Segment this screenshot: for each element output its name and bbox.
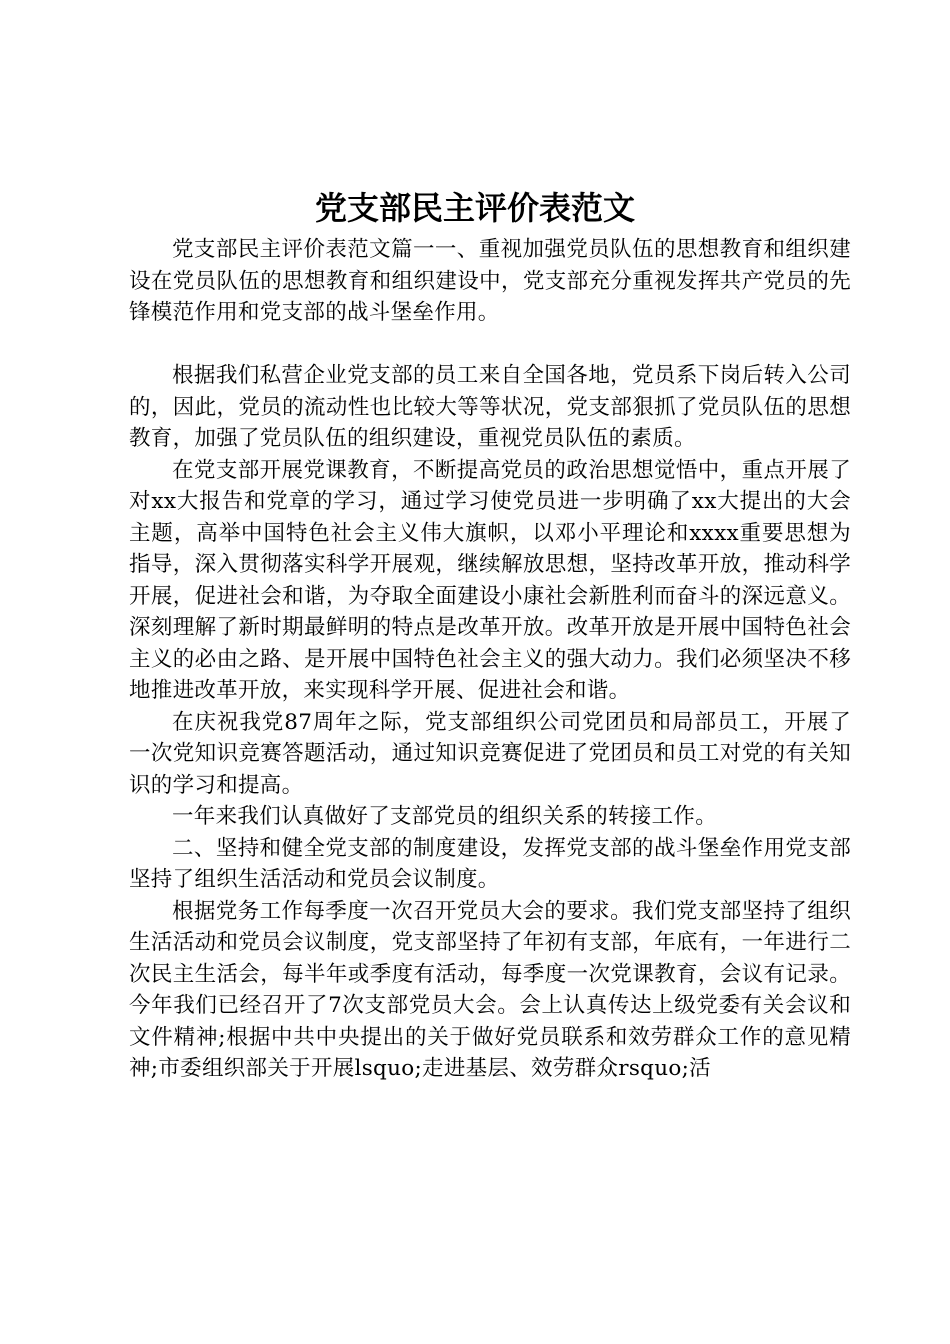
paragraph-6: 二、坚持和健全党支部的制度建设，发挥党支部的战斗堡垒作用党支部坚持了组织生活活动和党员会议制度。 xyxy=(129,835,851,892)
paragraph-3: 在党支部开展党课教育，不断提高党员的政治思想觉悟中，重点开展了对xx大报告和党章的学习，通过学习使党员进一步明确了xx大提出的大会主题，高举中国特色社会主义伟大旗帜，以邓小平理论和xxxx重要思想为指导，深入贯彻落实科学开展观，继续解放思想，坚持改革开放，推动科学开展，促进社会和谐，为夺取全面建设小康社会新胜利而奋斗的深远意义。深刻理解了新时期最鲜明的特点是改革开放。改革开放是开展中国特色社会主义的必由之路、是开展中国特色社会主义的强大动力。我们必须坚决不移地推进改革开放，来实现科学开展、促进社会和谐。 xyxy=(129,457,851,703)
paragraph-2: 根据我们私营企业党支部的员工来自全国各地，党员系下岗后转入公司的，因此，党员的流动性也比较大等等状况，党支部狠抓了党员队伍的思想教育，加强了党员队伍的组织建设，重视党员队伍的素质。 xyxy=(129,363,851,451)
paragraph-7: 根据党务工作每季度一次召开党员大会的要求。我们党支部坚持了组织生活活动和党员会议制度，党支部坚持了年初有支部，年底有，一年进行二次民主生活会，每半年或季度有活动，每季度一次党课教育，会议有记录。今年我们已经召开了7次支部党员大会。会上认真传达上级党委有关会议和文件精神;根据中共中央提出的关于做好党员联系和效劳群众工作的意见精神;市委组织部关于开展lsquo;走进基层、效劳群众rsquo;活 xyxy=(129,898,851,1081)
paragraph-4: 在庆祝我党87周年之际，党支部组织公司党团员和局部员工，开展了一次党知识竞赛答题活动，通过知识竞赛促进了党团员和员工对党的有关知识的学习和提高。 xyxy=(129,709,851,798)
document-title: 党支部民主评价表范文 xyxy=(314,189,635,227)
document-body xyxy=(129,234,851,1085)
paragraph-5: 一年来我们认真做好了支部党员的组织关系的转接工作。 xyxy=(172,804,718,829)
paragraph-1: 党支部民主评价表范文篇一一、重视加强党员队伍的思想教育和组织建设在党员队伍的思想教育和组织建设中，党支部充分重视发挥共产党员的先锋模范作用和党支部的战斗堡垒作用。 xyxy=(129,237,851,325)
